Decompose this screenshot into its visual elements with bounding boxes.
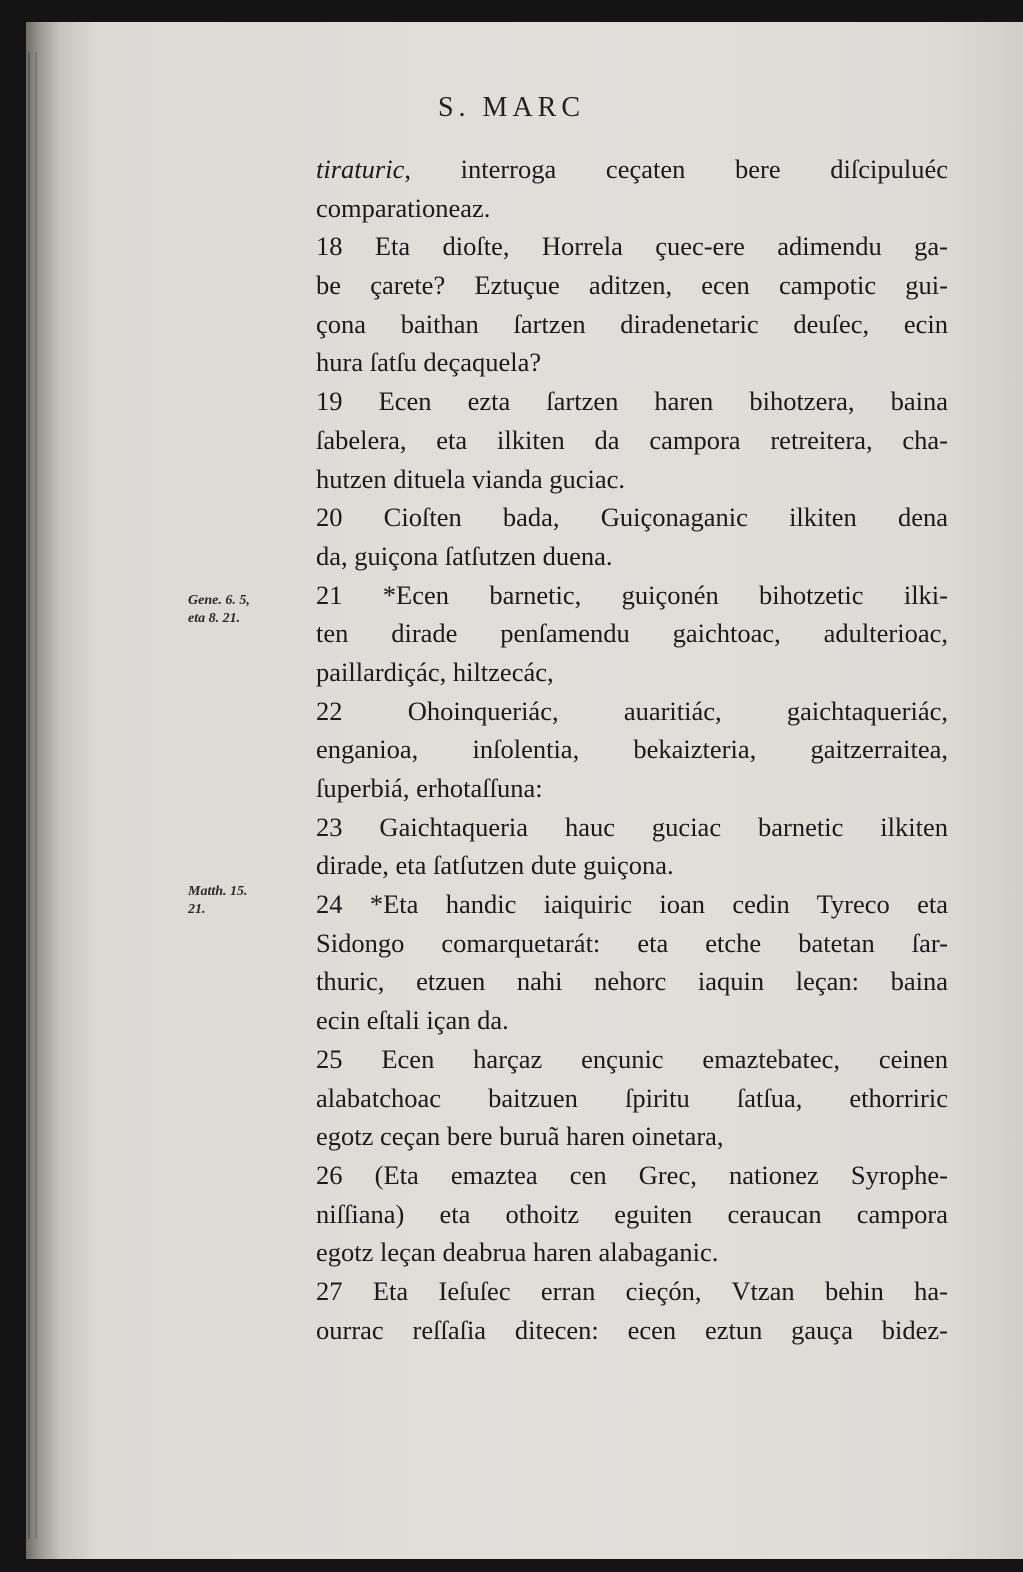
text-line: niſſiana) eta othoitz eguiten ceraucan campora [316,1198,948,1229]
text-line: hutzen dituela vianda guciac. [316,463,626,494]
text-line: 23 Gaichtaqueria hauc guciac barnetic ilkiten [316,811,948,842]
text-line: Sidongo comarquetarát: eta etche batetan ſar- [316,927,948,958]
text-line: da, guiçona ſatſutzen duena. [316,540,613,571]
text-line: comparationeaz. [316,192,491,223]
text-line: ecin eſtali içan da. [316,1005,509,1036]
text-line: tiraturic, interroga ceçaten bere diſcipuluéc [316,154,948,184]
text-line: hura ſatſu deçaquela? [316,347,542,378]
text-line: egotz leçan deabrua haren alabaganic. [316,1237,719,1268]
gutter-line [35,52,37,1539]
text-line: 25 Ecen harçaz ençunic emaztebatec, ceinen [316,1043,948,1074]
margin-reference [188,592,250,628]
text-line: enganioa, inſolentia, bekaizteria, gaitzerraitea, [316,734,948,765]
body-text [316,150,948,1349]
page-header: S. MARC [437,92,586,123]
margin-reference-line: 21. [188,902,206,917]
text-line: 24 *Eta handic iaiquiric ioan cedin Tyreco eta [316,889,948,920]
margin-reference-line: Gene. 6. 5, [188,593,250,608]
text-line: dirade, eta ſatſutzen dute guiçona. [316,850,674,881]
margin-reference-line: eta 8. 21. [188,611,241,626]
text-line: ſuperbiá, erhotaſſuna: [316,773,543,803]
text-line: paillardiçác, hiltzecác, [316,656,554,687]
text-line: 26 (Eta emaztea cen Grec, nationez Syrophe- [316,1159,948,1190]
text-line: 18 Eta dioſte, Horrela çuec-ere adimendu ga- [316,231,948,262]
text-line: thuric, etzuen nahi nehorc iaquin leçan: baina [316,966,948,997]
text-line: ſabelera, eta ilkiten da campora retreitera, cha- [316,424,948,455]
text-line: ourrac reſſaſia ditecen: ecen eztun gauça bidez- [316,1314,948,1345]
text-line: 20 Cioſten bada, Guiçonaganic ilkiten dena [316,502,948,533]
text-line: alabatchoac baitzuen ſpiritu ſatſua, ethorriric [316,1082,948,1113]
text-line: ten dirade penſamendu gaichtoac, adulterioac, [316,618,948,649]
gutter-line [28,52,30,1539]
margin-reference-line: Matth. 15. [188,884,248,899]
margin-reference [188,883,248,919]
text-line: 22 Ohoinqueriác, auaritiác, gaichtaqueriác, [316,695,948,726]
text-line: 19 Ecen ezta ſartzen haren bihotzera, baina [316,386,948,417]
text-line: egotz ceçan bere buruã haren oinetara, [316,1121,724,1152]
text-line: be çarete? Eztuçue aditzen, ecen campotic gui- [316,270,948,301]
text-line: 27 Eta Ieſuſec erran cieçón, Vtzan behin ha- [316,1275,948,1306]
text-line: çona baithan ſartzen diradenetaric deuſec, ecin [316,308,948,339]
text-line: 21 *Ecen barnetic, guiçonén bihotzetic ilki- [316,579,948,610]
